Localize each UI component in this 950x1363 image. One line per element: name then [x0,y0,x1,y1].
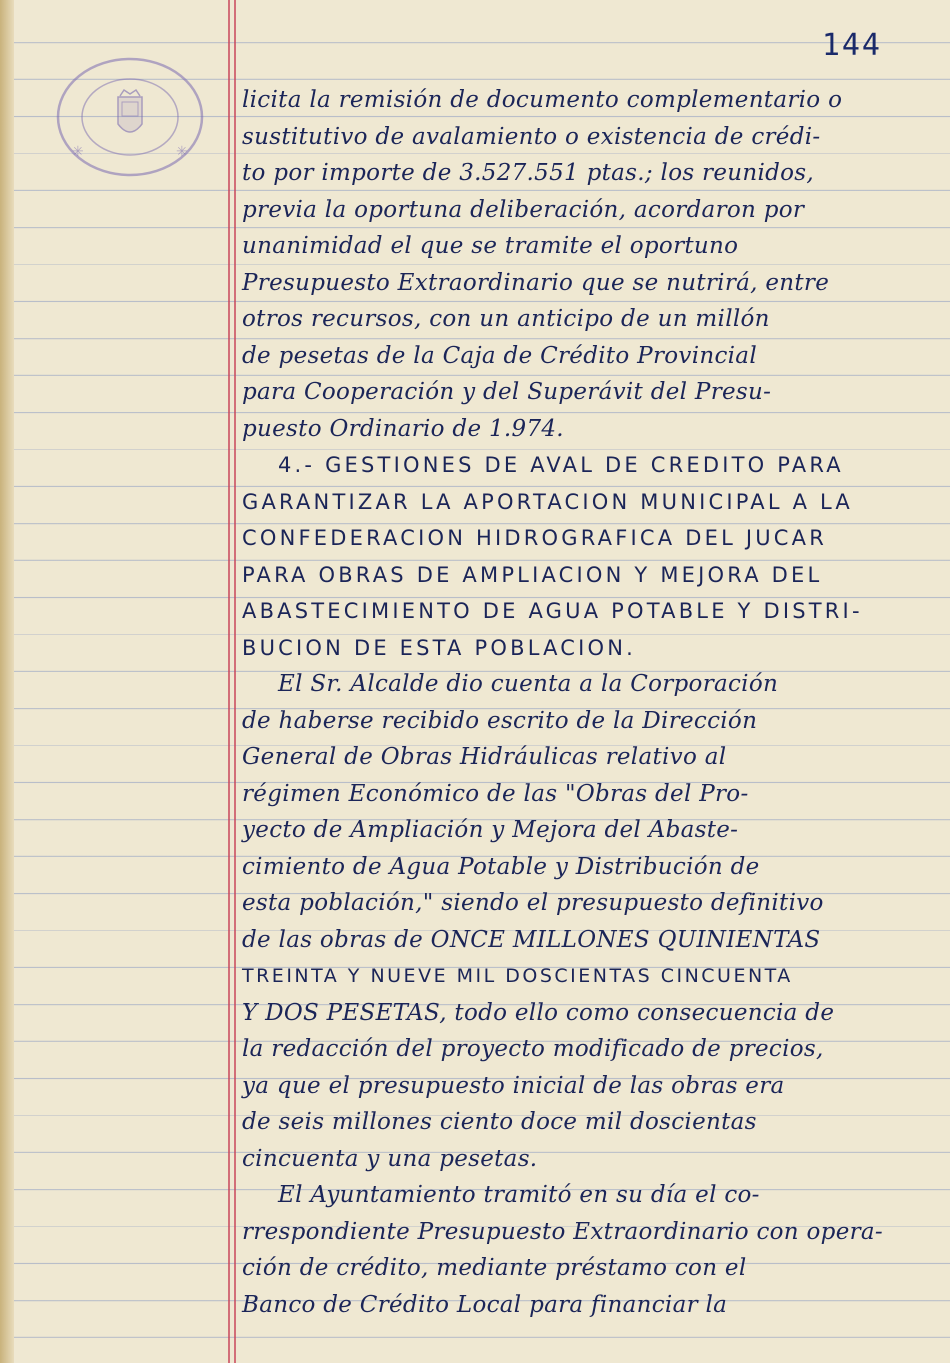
text-line: de las obras de ONCE MILLONES QUINIENTAS [242,926,821,953]
text-line: El Sr. Alcalde dio cuenta a la Corporación [278,671,779,697]
text-line: yecto de Ampliación y Mejora del Abaste- [242,817,739,843]
text-line: Banco de Crédito Local para financiar la [242,1291,728,1318]
text-line: de seis millones ciento doce mil doscientas [242,1109,757,1135]
municipal-seal-stamp [50,52,210,182]
text-line: cincuenta y una pesetas. [242,1145,538,1172]
text-line: licita la remisión de documento complementario o [242,87,843,113]
section-heading-line: BUCION DE ESTA POBLACION. [242,635,637,660]
svg-text:✳: ✳ [176,144,188,160]
text-line: puesto Ordinario de 1.974. [242,415,564,442]
text-line: Presupuesto Extraordinario que se nutrirá, entre [242,269,830,296]
text-line: de pesetas de la Caja de Crédito Provincial [242,342,757,369]
text-line: Y DOS PESETAS, todo ello como consecuencia de [242,999,835,1026]
text-line: otros recursos, con un anticipo de un millón [242,306,770,332]
text-line: El Ayuntamiento tramitó en su día el co- [278,1182,760,1208]
handwritten-minutes-body [242,82,922,1323]
text-line: General de Obras Hidráulicas relativo al [242,744,727,770]
page-number: 144 [821,28,882,63]
binding-shadow [0,0,14,1363]
text-line: régimen Económico de las "Obras del Pro- [242,780,749,807]
svg-text:✳: ✳ [72,144,84,160]
text-line: rrespondiente Presupuesto Extraordinario con opera- [242,1218,883,1245]
text-line: esta población," siendo el presupuesto definitivo [242,890,824,916]
section-heading-line: CONFEDERACION HIDROGRAFICA DEL JUCAR [242,526,828,550]
margin-rule-right [234,0,236,1363]
section-heading-line: ABASTECIMIENTO DE AGUA POTABLE Y DISTRI- [242,599,863,623]
text-line: TREINTA Y NUEVE MIL DOSCIENTAS CINCUENTA [242,965,793,987]
text-line: sustitutivo de avalamiento o existencia de crédi- [242,123,821,150]
text-line: unanimidad el que se tramite el oportuno [242,233,739,259]
text-line: la redacción del proyecto modificado de precios, [242,1036,824,1062]
text-line: ya que el presupuesto inicial de las obras era [242,1072,785,1099]
text-line: para Cooperación y del Superávit del Presu- [242,379,772,405]
text-line: to por importe de 3.527.551 ptas.; los reunidos, [242,160,815,186]
margin-rule-left [228,0,230,1363]
text-line: ción de crédito, mediante préstamo con el [242,1255,747,1281]
section-heading-line: 4.- GESTIONES DE AVAL DE CREDITO PARA [278,453,844,477]
text-line: de haberse recibido escrito de la Dirección [242,707,758,734]
text-line: previa la oportuna deliberación, acordaron por [242,196,805,223]
section-heading-line: GARANTIZAR LA APORTACION MUNICIPAL A LA [242,489,853,514]
section-heading-line: PARA OBRAS DE AMPLIACION Y MEJORA DEL [242,562,823,587]
text-line: cimiento de Agua Potable y Distribución de [242,853,760,880]
